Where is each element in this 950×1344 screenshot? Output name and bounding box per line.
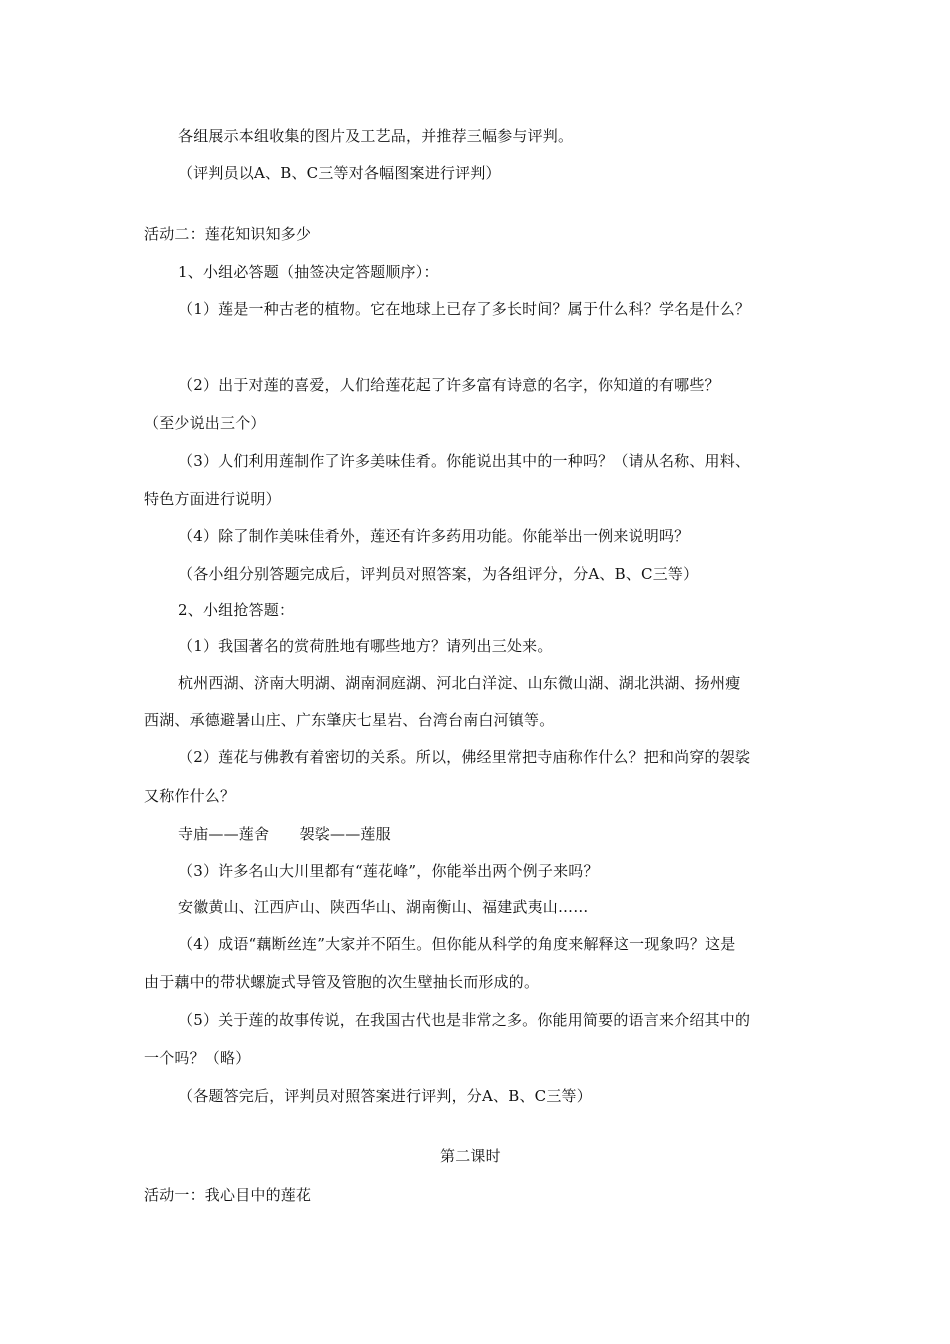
paragraph-line: 又称作什么？ bbox=[144, 787, 236, 805]
question-line: （4）除了制作美味佳肴外，莲还有许多药用功能。你能举出一例来说明吗？ bbox=[178, 527, 690, 545]
paragraph-line: 特色方面进行说明） bbox=[144, 490, 281, 508]
paragraph-line: 2、小组抢答题： bbox=[178, 601, 295, 619]
paragraph-line: 各组展示本组收集的图片及工艺品，并推荐三幅参与评判。 bbox=[178, 127, 574, 145]
question-line: （4）成语“藕断丝连”大家并不陌生。但你能从科学的角度来解释这一现象吗？这是 bbox=[178, 935, 736, 953]
paragraph-line: （评判员以A、B、C三等对各幅图案进行评判） bbox=[178, 164, 501, 182]
question-line: （2）出于对莲的喜爱，人们给莲花起了许多富有诗意的名字，你知道的有哪些？ bbox=[178, 376, 720, 394]
question-line: （1）莲是一种古老的植物。它在地球上已存了多长时间？属于什么科？学名是什么？ bbox=[178, 300, 751, 318]
paragraph-line: 1、小组必答题（抽签决定答题顺序）： bbox=[178, 263, 439, 281]
question-line: （5）关于莲的故事传说，在我国古代也是非常之多。你能用简要的语言来介绍其中的 bbox=[178, 1011, 751, 1029]
answer-line: 寺庙——莲舍 袈裟——莲服 bbox=[178, 825, 391, 843]
question-line: （2）莲花与佛教有着密切的关系。所以，佛经里常把寺庙称作什么？把和尚穿的袈裟 bbox=[178, 748, 751, 766]
answer-line: 杭州西湖、济南大明湖、湖南洞庭湖、河北白洋淀、山东微山湖、湖北洪湖、扬州瘦 bbox=[178, 674, 741, 692]
answer-line: 安徽黄山、江西庐山、陕西华山、湖南衡山、福建武夷山…… bbox=[178, 898, 589, 916]
answer-line: 由于藕中的带状螺旋式导管及管胞的次生壁抽长而形成的。 bbox=[144, 973, 540, 991]
paragraph-line: （各题答完后，评判员对照答案进行评判，分A、B、C三等） bbox=[178, 1087, 592, 1105]
answer-line: 西湖、承德避暑山庄、广东肇庆七星岩、台湾台南白河镇等。 bbox=[144, 711, 555, 729]
question-line: （3）许多名山大川里都有“莲花峰”，你能举出两个例子来吗？ bbox=[178, 862, 599, 880]
paragraph-line: 一个吗？（略） bbox=[144, 1049, 251, 1067]
question-line: （3）人们利用莲制作了许多美味佳肴。你能说出其中的一种吗？（请从名称、用料、 bbox=[178, 452, 751, 470]
lesson-title: 第二课时 bbox=[440, 1147, 501, 1165]
section-heading: 活动一：我心目中的莲花 bbox=[144, 1186, 312, 1204]
question-line: （1）我国著名的赏荷胜地有哪些地方？请列出三处来。 bbox=[178, 637, 553, 655]
section-heading: 活动二：莲花知识知多少 bbox=[144, 225, 312, 243]
paragraph-line: （至少说出三个） bbox=[144, 414, 266, 432]
paragraph-line: （各小组分别答题完成后，评判员对照答案，为各组评分，分A、B、C三等） bbox=[178, 565, 699, 583]
